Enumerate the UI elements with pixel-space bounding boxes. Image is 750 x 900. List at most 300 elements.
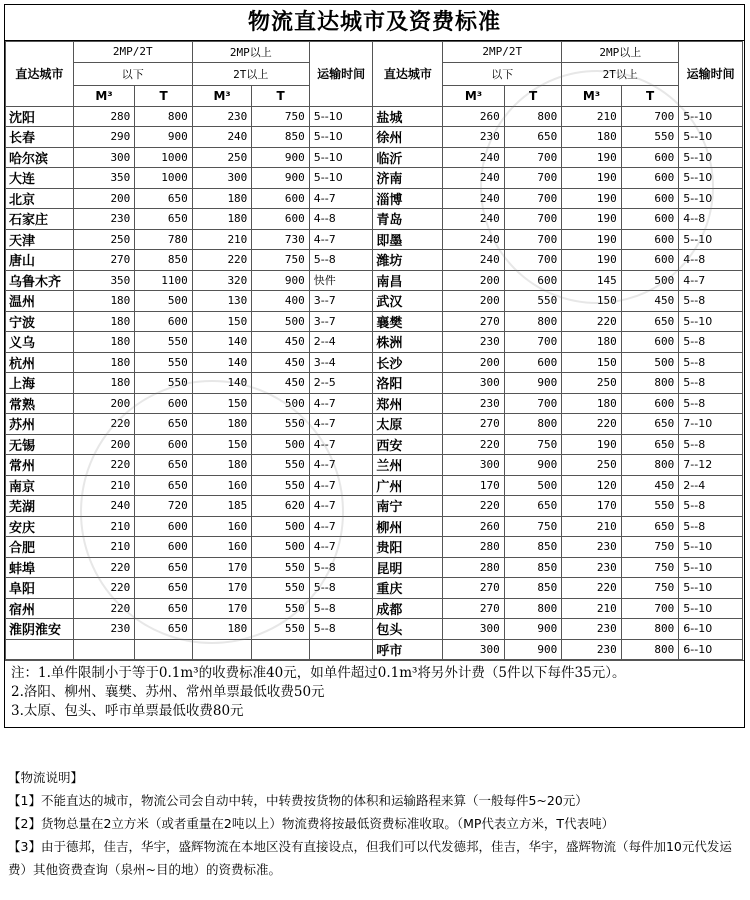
t-above-cell: 450: [252, 332, 309, 353]
t-above-cell: 550: [252, 578, 309, 599]
t-above-cell: 850: [252, 127, 309, 148]
table-row: [6, 332, 743, 353]
table-row: [6, 496, 743, 517]
t-above-cell: 450: [621, 475, 678, 496]
t-above-cell: 650: [621, 311, 678, 332]
city-cell: 株洲: [373, 332, 443, 353]
city-cell: 柳州: [373, 516, 443, 537]
city-cell: 苏州: [6, 414, 74, 435]
t-below-cell: 800: [504, 106, 561, 127]
table-row: [6, 188, 743, 209]
m3-below-cell: 290: [73, 127, 135, 148]
table-row: [6, 639, 743, 660]
transit-time-cell: 5--8: [309, 598, 373, 619]
t-above-cell: 600: [621, 209, 678, 230]
m3-above-cell: 210: [562, 106, 622, 127]
t-below-cell: 650: [135, 455, 192, 476]
m3-above-cell: 150: [192, 393, 252, 414]
m3-above-cell: 220: [192, 250, 252, 271]
t-above-cell: 700: [621, 106, 678, 127]
m3-below-cell: 230: [443, 393, 505, 414]
m3-above-cell: 145: [562, 270, 622, 291]
m3-above-cell: 190: [562, 168, 622, 189]
city-cell: 宁波: [6, 311, 74, 332]
m3-below-cell: 180: [73, 311, 135, 332]
transit-time-cell: 5--8: [679, 516, 743, 537]
m3-above-cell: 190: [562, 147, 622, 168]
m3-above-cell: 220: [562, 414, 622, 435]
transit-time-cell: 4--7: [309, 414, 373, 435]
t-above-cell: 900: [252, 168, 309, 189]
city-cell: 贵阳: [373, 537, 443, 558]
m3-below-cell: 230: [443, 332, 505, 353]
table-row: [6, 455, 743, 476]
t-below-cell: 600: [135, 516, 192, 537]
m3-below-cell: 270: [73, 250, 135, 271]
transit-time-cell: 3--4: [309, 352, 373, 373]
m3-below-cell: 210: [73, 537, 135, 558]
transit-time-cell: 2--4: [679, 475, 743, 496]
table-row: [6, 475, 743, 496]
transit-time-cell: 5--8: [679, 352, 743, 373]
t-below-cell: 850: [135, 250, 192, 271]
below-header-left: 以下: [73, 62, 192, 85]
t-below-cell: 600: [135, 393, 192, 414]
m3-above-cell: 160: [192, 516, 252, 537]
m3-below-cell: 220: [73, 578, 135, 599]
t-below-cell: 850: [504, 537, 561, 558]
m3-above-cell: 250: [192, 147, 252, 168]
table-row: [6, 578, 743, 599]
table-row: [6, 373, 743, 394]
t-below-cell: 700: [504, 168, 561, 189]
t-above-cell: 800: [621, 455, 678, 476]
table-row: [6, 291, 743, 312]
explanation-item-2: 【2】货物总量在2立方米（或者重量在2吨以上）物流费将按最低资费标准收取。（MP代表立方米，T代表吨）: [8, 816, 615, 831]
m3-above-cell: 180: [562, 393, 622, 414]
m3-below-cell: 210: [73, 475, 135, 496]
m3-below-cell: 220: [73, 598, 135, 619]
m3-below-cell: 230: [73, 619, 135, 640]
city-cell: 沈阳: [6, 106, 74, 127]
t-below-cell: 800: [504, 311, 561, 332]
t-below-cell: 780: [135, 229, 192, 250]
transit-time-cell: 5--10: [309, 106, 373, 127]
m3-above-cell: 140: [192, 352, 252, 373]
transit-time-cell: 2--4: [309, 332, 373, 353]
t-above-cell: 500: [252, 393, 309, 414]
transit-time-cell: 5--8: [679, 291, 743, 312]
t-above-cell: 600: [621, 147, 678, 168]
m3-below-cell: 240: [73, 496, 135, 517]
transit-time-cell: 5--10: [679, 311, 743, 332]
city-header-right: 直达城市: [373, 42, 443, 107]
t-above-cell: 550: [252, 619, 309, 640]
table-row: [6, 106, 743, 127]
city-cell: 徐州: [373, 127, 443, 148]
t-above-cell: 600: [621, 168, 678, 189]
page-title: 物流直达城市及资费标准: [5, 5, 744, 41]
transit-time-cell: 6--10: [679, 619, 743, 640]
city-cell: 安庆: [6, 516, 74, 537]
city-cell: 重庆: [373, 578, 443, 599]
m3-below-cell: 270: [443, 578, 505, 599]
m3-above-cell: 180: [562, 127, 622, 148]
m3-below-cell: 180: [73, 352, 135, 373]
t-above-cell: 800: [621, 619, 678, 640]
m3-above-cell: 180: [192, 455, 252, 476]
m3-above-cell: 210: [562, 598, 622, 619]
t-above-cell: 900: [252, 147, 309, 168]
m3-below-cell: 300: [443, 639, 505, 660]
city-cell: 呼市: [373, 639, 443, 660]
unit-t-header: T: [135, 85, 192, 106]
m3-below-cell: 300: [443, 619, 505, 640]
t-above-cell: 500: [252, 311, 309, 332]
unit-m3-header: M³: [443, 85, 505, 106]
m3-above-cell: 150: [192, 311, 252, 332]
city-cell: 乌鲁木齐: [6, 270, 74, 291]
t-above-cell: 550: [252, 557, 309, 578]
transit-time-cell: 4--7: [309, 434, 373, 455]
m3-below-cell: 270: [443, 414, 505, 435]
m3-below-cell: 240: [443, 168, 505, 189]
t-above-cell: 650: [621, 414, 678, 435]
mp-above-header-right: 2MP以上: [562, 42, 679, 63]
t-below-cell: 800: [504, 414, 561, 435]
city-cell: 即墨: [373, 229, 443, 250]
city-cell: 郑州: [373, 393, 443, 414]
time-header-left: 运输时间: [309, 42, 373, 107]
m3-below-cell: 220: [73, 455, 135, 476]
m3-below-cell: 300: [443, 455, 505, 476]
city-cell: 石家庄: [6, 209, 74, 230]
city-cell: 西安: [373, 434, 443, 455]
m3-below-cell: 180: [73, 373, 135, 394]
transit-time-cell: 4--7: [309, 475, 373, 496]
explanation-item-1: 【1】不能直达的城市，物流公司会自动中转，中转费按货物的体积和运输路程来算（一般每件5~20元）: [8, 793, 588, 808]
t-below-cell: 700: [504, 229, 561, 250]
t-above-cell: 900: [252, 270, 309, 291]
t-above-cell: 600: [252, 209, 309, 230]
t-below-cell: 850: [504, 557, 561, 578]
t-below-cell: 900: [504, 373, 561, 394]
m3-below-cell: 230: [443, 127, 505, 148]
m3-below-cell: 240: [443, 147, 505, 168]
m3-above-cell: 190: [562, 250, 622, 271]
transit-time-cell: 5--10: [679, 557, 743, 578]
transit-time-cell: 5--10: [679, 598, 743, 619]
m3-below-cell: 260: [443, 106, 505, 127]
t-below-cell: 900: [504, 639, 561, 660]
t-above-cell: 600: [621, 250, 678, 271]
m3-above-cell: 130: [192, 291, 252, 312]
t-below-cell: 900: [135, 127, 192, 148]
city-cell: 唐山: [6, 250, 74, 271]
table-row: [6, 250, 743, 271]
t-above-cell: 550: [621, 127, 678, 148]
city-cell: 北京: [6, 188, 74, 209]
t-below-cell: 700: [504, 188, 561, 209]
m3-below-cell: 200: [73, 188, 135, 209]
note-3: 3.太原、包头、呼市单票最低收费80元: [11, 703, 244, 719]
m3-below-cell: 200: [73, 393, 135, 414]
t-above-cell: 750: [621, 578, 678, 599]
m3-below-cell: 180: [73, 291, 135, 312]
m3-above-cell: 250: [562, 455, 622, 476]
table-row: [6, 516, 743, 537]
t-below-cell: 550: [504, 291, 561, 312]
m3-above-cell: [192, 639, 252, 660]
transit-time-cell: 5--8: [679, 393, 743, 414]
m3-above-cell: 180: [192, 414, 252, 435]
m3-above-cell: 140: [192, 332, 252, 353]
city-cell: 淄博: [373, 188, 443, 209]
transit-time-cell: 4--7: [309, 393, 373, 414]
city-cell: 成都: [373, 598, 443, 619]
below-header-right: 以下: [443, 62, 562, 85]
t-below-cell: 650: [135, 209, 192, 230]
table-row: [6, 311, 743, 332]
t-above-cell: [252, 639, 309, 660]
m3-below-cell: 200: [443, 352, 505, 373]
transit-time-cell: 5--8: [679, 373, 743, 394]
m3-above-cell: 180: [192, 209, 252, 230]
m3-above-cell: 170: [192, 557, 252, 578]
m3-above-cell: 190: [562, 434, 622, 455]
m3-above-cell: 140: [192, 373, 252, 394]
city-cell: 盐城: [373, 106, 443, 127]
m3-above-cell: 150: [562, 352, 622, 373]
m3-above-cell: 320: [192, 270, 252, 291]
m3-above-cell: 230: [562, 619, 622, 640]
t-above-cell: 800: [621, 639, 678, 660]
city-cell: 包头: [373, 619, 443, 640]
t-below-cell: 650: [135, 414, 192, 435]
transit-time-cell: 5--10: [679, 537, 743, 558]
m3-above-cell: 210: [192, 229, 252, 250]
city-cell: 蚌埠: [6, 557, 74, 578]
t-above-cell: 600: [621, 188, 678, 209]
transit-time-cell: 5--10: [309, 147, 373, 168]
unit-t-header: T: [252, 85, 309, 106]
table-row: [6, 352, 743, 373]
t-below-cell: 650: [135, 188, 192, 209]
transit-time-cell: 5--8: [309, 619, 373, 640]
t-above-cell: 600: [621, 229, 678, 250]
t-above-cell: 500: [621, 270, 678, 291]
t-above-cell: 600: [252, 188, 309, 209]
m3-above-cell: 220: [562, 311, 622, 332]
t-above-cell: 550: [252, 414, 309, 435]
t-below-cell: 650: [135, 598, 192, 619]
transit-time-cell: 4--8: [309, 209, 373, 230]
t-below-cell: 700: [504, 250, 561, 271]
m3-below-cell: 180: [73, 332, 135, 353]
notes-section: [5, 660, 744, 727]
m3-below-cell: 170: [443, 475, 505, 496]
t-below-cell: 850: [504, 578, 561, 599]
t-below-cell: 500: [504, 475, 561, 496]
city-cell: 临沂: [373, 147, 443, 168]
transit-time-cell: 5--8: [309, 557, 373, 578]
t-below-cell: 550: [135, 352, 192, 373]
m3-above-cell: 230: [562, 537, 622, 558]
m3-below-cell: 220: [443, 496, 505, 517]
m3-above-cell: 210: [562, 516, 622, 537]
t-below-cell: 800: [135, 106, 192, 127]
t-below-cell: 600: [135, 311, 192, 332]
m3-above-cell: 170: [192, 598, 252, 619]
city-cell: 南宁: [373, 496, 443, 517]
table-row: [6, 229, 743, 250]
m3-below-cell: 260: [443, 516, 505, 537]
t-below-cell: [135, 639, 192, 660]
t-below-cell: 900: [504, 619, 561, 640]
city-cell: 上海: [6, 373, 74, 394]
t-below-cell: 650: [135, 557, 192, 578]
t-above-cell: 550: [252, 455, 309, 476]
t-above-cell: 600: [621, 393, 678, 414]
t-above-cell: 750: [252, 250, 309, 271]
city-cell: 青岛: [373, 209, 443, 230]
city-cell: 济南: [373, 168, 443, 189]
mp-above-header-left: 2MP以上: [192, 42, 309, 63]
transit-time-cell: 4--7: [309, 188, 373, 209]
m3-above-cell: 230: [562, 557, 622, 578]
m3-below-cell: 350: [73, 168, 135, 189]
t-below-cell: 1000: [135, 168, 192, 189]
transit-time-cell: 6--10: [679, 639, 743, 660]
city-cell: [6, 639, 74, 660]
m3-above-cell: 250: [562, 373, 622, 394]
m3-above-cell: 120: [562, 475, 622, 496]
t-above-cell: 450: [621, 291, 678, 312]
city-cell: 长沙: [373, 352, 443, 373]
transit-time-cell: 4--8: [679, 209, 743, 230]
transit-time-cell: 快件: [309, 270, 373, 291]
note-2: 2.洛阳、柳州、襄樊、苏州、常州单票最低收费50元: [11, 684, 325, 700]
t-below-cell: 650: [135, 619, 192, 640]
m3-above-cell: 190: [562, 188, 622, 209]
m3-below-cell: [73, 639, 135, 660]
t-below-cell: 550: [135, 373, 192, 394]
city-cell: 大连: [6, 168, 74, 189]
table-row: [6, 557, 743, 578]
transit-time-cell: 4--8: [679, 250, 743, 271]
city-cell: 洛阳: [373, 373, 443, 394]
city-cell: 无锡: [6, 434, 74, 455]
transit-time-cell: 7--12: [679, 455, 743, 476]
t-below-cell: 1000: [135, 147, 192, 168]
table-row: [6, 147, 743, 168]
m3-above-cell: 150: [192, 434, 252, 455]
t-below-cell: 550: [135, 332, 192, 353]
t-below-cell: 700: [504, 147, 561, 168]
table-row: [6, 168, 743, 189]
explanation-heading: 【物流说明】: [8, 770, 84, 785]
t-above-cell: 730: [252, 229, 309, 250]
t-above-cell: 450: [252, 352, 309, 373]
transit-time-cell: 5--10: [679, 188, 743, 209]
m3-below-cell: 300: [73, 147, 135, 168]
table-row: [6, 434, 743, 455]
transit-time-cell: 4--7: [309, 229, 373, 250]
m3-above-cell: 160: [192, 475, 252, 496]
city-cell: 常熟: [6, 393, 74, 414]
m3-above-cell: 180: [192, 619, 252, 640]
m3-below-cell: 220: [73, 414, 135, 435]
transit-time-cell: 5--8: [309, 578, 373, 599]
t-above-header-right: 2T以上: [562, 62, 679, 85]
m3-above-cell: 230: [562, 639, 622, 660]
transit-time-cell: 5--10: [679, 127, 743, 148]
transit-time-cell: [309, 639, 373, 660]
transit-time-cell: 2--5: [309, 373, 373, 394]
city-cell: 南昌: [373, 270, 443, 291]
m3-below-cell: 240: [443, 250, 505, 271]
t-below-cell: 650: [135, 578, 192, 599]
t-above-cell: 400: [252, 291, 309, 312]
t-above-cell: 750: [621, 537, 678, 558]
city-cell: 天津: [6, 229, 74, 250]
transit-time-cell: 7--10: [679, 414, 743, 435]
m3-above-cell: 170: [562, 496, 622, 517]
city-cell: 南京: [6, 475, 74, 496]
t-below-cell: 700: [504, 393, 561, 414]
table-row: [6, 619, 743, 640]
city-cell: 襄樊: [373, 311, 443, 332]
t-above-cell: 450: [252, 373, 309, 394]
m3-above-cell: 230: [192, 106, 252, 127]
t-below-cell: 700: [504, 209, 561, 230]
mp-below-header-left: 2MP/2T: [73, 42, 192, 63]
city-cell: 兰州: [373, 455, 443, 476]
note-1: 注：1.单件限制小于等于0.1m³的收费标准40元，如单件超过0.1m³将另外计费（5件以下每件35元）。: [11, 665, 626, 681]
m3-below-cell: 280: [443, 537, 505, 558]
t-below-cell: 700: [504, 332, 561, 353]
m3-above-cell: 220: [562, 578, 622, 599]
transit-time-cell: 5--8: [679, 434, 743, 455]
transit-time-cell: 5--10: [679, 229, 743, 250]
t-below-cell: 600: [135, 537, 192, 558]
transit-time-cell: 4--7: [309, 455, 373, 476]
rate-table: [5, 41, 743, 660]
t-below-cell: 720: [135, 496, 192, 517]
m3-below-cell: 220: [443, 434, 505, 455]
m3-below-cell: 280: [443, 557, 505, 578]
transit-time-cell: 3--7: [309, 311, 373, 332]
city-cell: 武汉: [373, 291, 443, 312]
t-above-cell: 550: [621, 496, 678, 517]
m3-below-cell: 200: [443, 291, 505, 312]
city-cell: 哈尔滨: [6, 147, 74, 168]
m3-below-cell: 250: [73, 229, 135, 250]
city-cell: 温州: [6, 291, 74, 312]
unit-m3-header: M³: [73, 85, 135, 106]
m3-below-cell: 220: [73, 557, 135, 578]
m3-below-cell: 280: [73, 106, 135, 127]
city-cell: 义乌: [6, 332, 74, 353]
explanation-item-3: 【3】由于德邦，佳吉，华宇，盛辉物流在本地区没有直接设点，但我们可以代发德邦，佳吉，华宇，盛辉物流（每件加10元代发运费）其他资费查询（泉州~目的地）的资费标准。: [8, 839, 732, 877]
city-cell: 潍坊: [373, 250, 443, 271]
table-row: [6, 209, 743, 230]
m3-above-cell: 185: [192, 496, 252, 517]
t-above-header-left: 2T以上: [192, 62, 309, 85]
t-above-cell: 550: [252, 598, 309, 619]
t-below-cell: 600: [135, 434, 192, 455]
t-above-cell: 650: [621, 434, 678, 455]
